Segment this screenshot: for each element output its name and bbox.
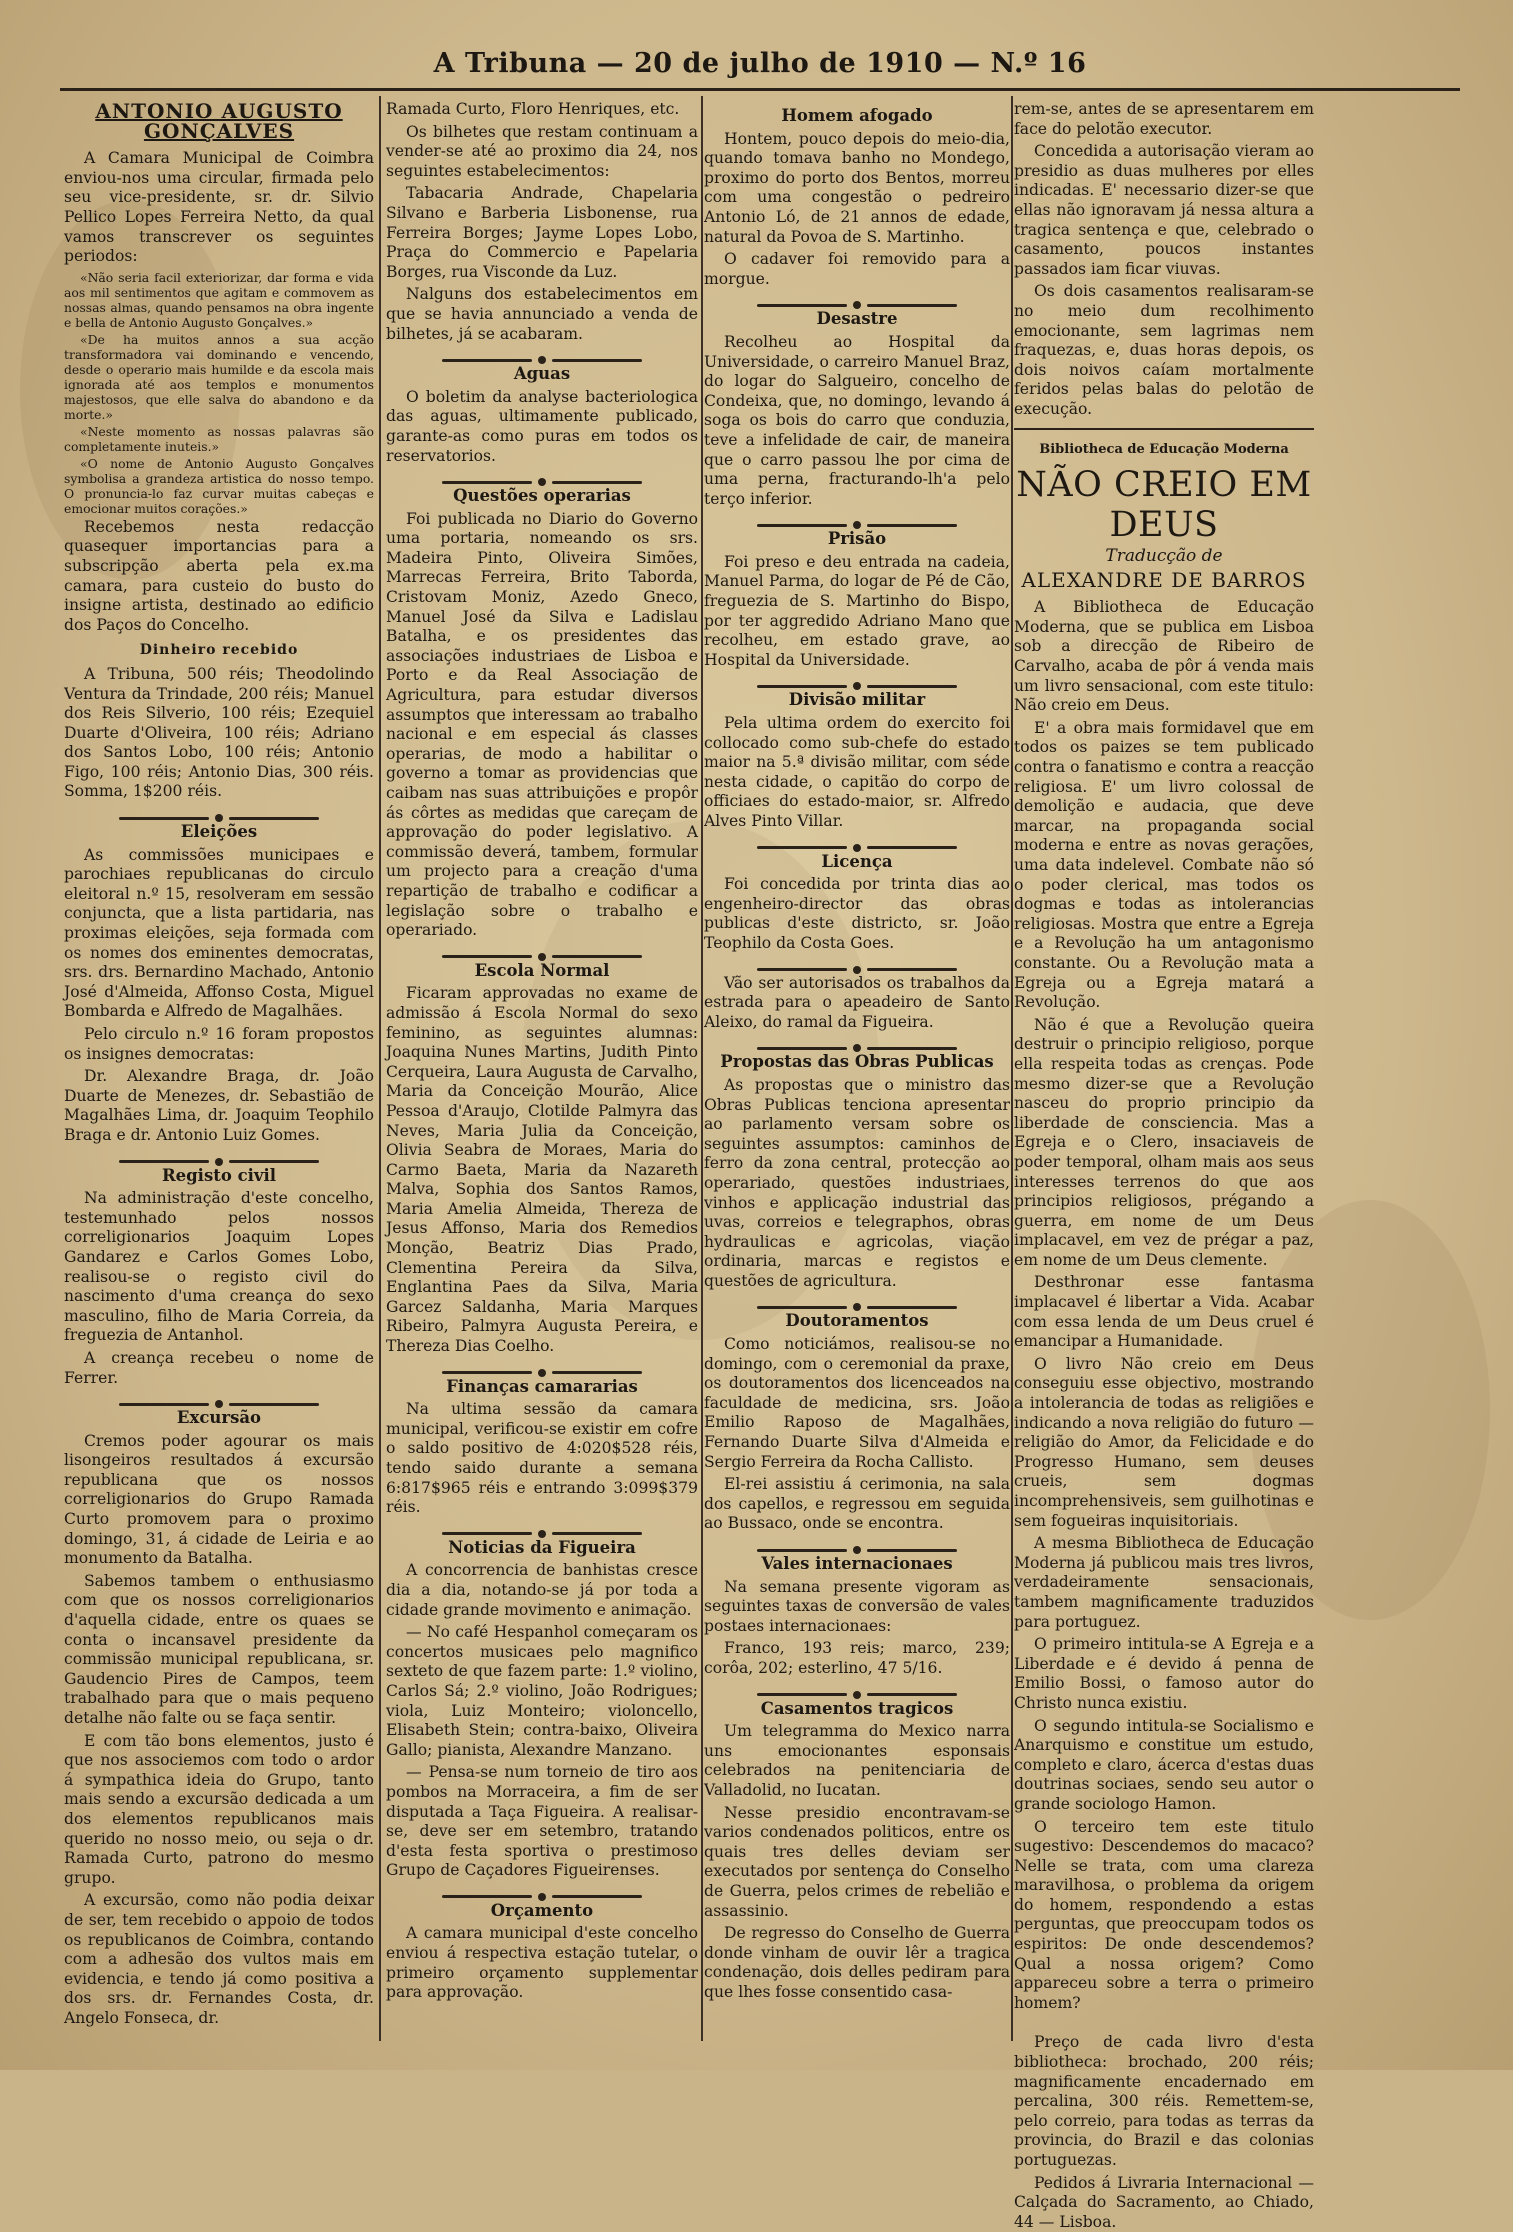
separator-ornament	[704, 838, 1010, 846]
page-header: A Tribuna — 20 de julho de 1910 — N.º 16	[433, 48, 1087, 79]
section-heading: Doutoramentos	[785, 1311, 929, 1331]
column-divider	[379, 96, 381, 2041]
book-subtitle: Traducção de	[1105, 546, 1223, 567]
article-paragraph: Hontem, pouco depois do meio-dia, quando tomava banho no Mondego, proximo do porto dos Bentos, morreu com uma congestão o pedreiro Antonio Ló, de 21 annos de edade, natural da Povoa de S. Martinho.	[704, 129, 1010, 246]
section-heading: Casamentos tragicos	[760, 1698, 954, 1718]
separator-ornament	[704, 1038, 1010, 1046]
article-paragraph: Preço de cada livro d'esta bibliotheca: brochado, 200 réis; magnificamente encadernado em percalina, 300 réis. Remettem-se, pelo correio, para todas as terras da provincia, do Brazil e das colonias portuguezas.	[1014, 2033, 1314, 2169]
separator-ornament	[1014, 2019, 1314, 2027]
article-paragraph: Recebemos nesta redacção quasequer importancias para a subscripção aberta pela ex.ma camara, para custeio do busto do insigne artista, destinado ao edificio dos Paços do Concelho.	[64, 517, 374, 634]
article-paragraph: Pelo circulo n.º 16 foram propostos os insignes democratas:	[64, 1025, 374, 1063]
article-paragraph: Não é que a Revolução queira destruir o principio religioso, porque ella respeita todas as crenças. Pode mesmo dizer-se que a Revolução nasceu do proprio principio da liberdade de consciencia. Mas a Egreja e o Clero, insaciaveis de poder temporal, olham mais aos seus interesses terrenos do que aos principios religiosos, prégando a guerra, em nome de um Deus implacavel, em vez de prégar a paz, em nome de um Deus clemente.	[1014, 1015, 1314, 1269]
article-paragraph: E com tão bons elementos, justo é que nos associemos com todo o ardor á sympathica ideia do Grupo, tanto mais sendo a excursão dedicada a um dos elementos republicanos mais querido no nosso meio, ou seja o dr. Ramada Curto, patrono do mesmo grupo.	[64, 1731, 374, 1887]
article-paragraph: — Pensa-se num torneio de tiro aos pombos na Morraceira, a fim de ser disputada a Taça Figueira. A realisar-se, deve ser em setembro, tratando d'esta festa sportiva o prestimoso Grupo de Caçadores Figueirenses.	[386, 1763, 698, 1880]
article-paragraph: Como noticiámos, realisou-se no domingo, com o ceremonial da praxe, os doutoramentos dos licenceados na faculdade de medicina, srs. João Emilio Raposo de Magalhães, Fernando Duarte Silva d'Almeida e Sergio Ferreira da Rocha Callisto.	[704, 1335, 1010, 1471]
separator-ornament	[704, 1540, 1010, 1548]
article-paragraph: A camara municipal d'este concelho enviou á respectiva estação tutelar, o primeiro orçamento supplementar para approvação.	[386, 1924, 698, 2002]
section-heading: Questões operarias	[453, 486, 631, 506]
separator-ornament	[386, 472, 698, 480]
article-paragraph: Ficaram approvadas no exame de admissão á Escola Normal do sexo feminino, as seguintes alumnas: Joaquina Nunes Martins, Judith Pinto Cerqueira, Laura Augusta de Carvalho, Maria da Conceição Mourão, Alice Pessoa d'Araujo, Clotilde Palmyra das Neves, Maria Julia da Conceição, Olivia Seabra de Moraes, Maria do Carmo Baeta, Maria da Nazareth Malva, Sophia dos Santos Ramos, Maria Amelia Almeida, Thereza de Jesus Affonso, Maria dos Remedios Monção, Beatriz Dias Prado, Clementina Pereira da Silva, Englantina Paes da Silva, Maria Garcez Saldanha, Maria Marques Ribeiro, Palmyra Augusta Pereira, e Thereza Dias Coelho.	[386, 984, 698, 1356]
article-paragraph: Concedida a autorisação vieram ao presidio as duas mulheres por elles indicadas. E' necessario dizer-se que ellas não ignoravam já nessa altura a tragica sentença e que, celebrado o casamento, poucos instantes passados iam ficar viuvas.	[1014, 142, 1314, 278]
article-paragraph: O segundo intitula-se Socialismo e Anarquismo e constitue um estudo, completo e claro, ácerca d'estas duas doutrinas sociaes, sendo seu autor o grande sociologo Hamon.	[1014, 1716, 1314, 1813]
separator-ornament	[386, 947, 698, 955]
book-author: ALEXANDRE DE BARROS	[1021, 567, 1307, 592]
article-paragraph: E' a obra mais formidavel que em todos os paizes se tem publicado contra o fanatismo e contra a reacção religiosa. E' um livro colossal de demolição e audacia, que deve marcar, na propaganda social moderna e entre as novas gerações, uma data indelevel. Combate não só o poder clerical, mas todos os dogmas e todas as intolerancias religiosas. Mostra que entre a Egreja e a Revolução ha um antagonismo constante. Ou a Revolução mata a Egreja ou a Egreja matará a Revolução.	[1014, 718, 1314, 1012]
section-rule	[1014, 428, 1314, 430]
article-paragraph: Os dois casamentos realisaram-se no meio dum recolhimento emocionante, sem lagrimas nem fraquezas, e, duas horas depois, os dois noivos caíam mortalmente feridos pelas balas do pelotão de execução.	[1014, 282, 1314, 418]
separator-ornament	[386, 1887, 698, 1895]
quote-paragraph: «Neste momento as nossas palavras são completamente inuteis.»	[64, 423, 374, 454]
separator-ornament	[386, 1363, 698, 1371]
section-heading: Registo civil	[161, 1165, 277, 1185]
section-heading: Prisão	[827, 529, 887, 549]
article-paragraph: Sabemos tambem o enthusiasmo com que os nossos correligionarios d'aquella cidade, entre os quaes se conta o incansavel presidente da commissão municipal republicana, sr. Gaudencio Pires de Campos, teem trabalhado para que o mais pequeno detalhe não falte ou se faça sentir.	[64, 1571, 374, 1727]
separator-ornament	[64, 808, 374, 816]
separator-ornament	[704, 1685, 1010, 1693]
separator-ornament	[64, 1152, 374, 1160]
book-title: NÃO CREIO EM DEUS	[1016, 465, 1312, 546]
article-paragraph: O boletim da analyse bacteriologica das aguas, ultimamente publicado, garante-as como puras em todos os reservatorios.	[386, 387, 698, 465]
separator-ornament	[64, 1394, 374, 1402]
article-paragraph: Nalguns dos estabelecimentos em que se havia annunciado a venda de bilhetes, já se acabaram.	[386, 285, 698, 343]
article-paragraph: Pedidos á Livraria Internacional — Calçada do Sacramento, ao Chiado, 44 — Lisboa.	[1014, 2173, 1314, 2231]
column-2	[386, 100, 698, 2050]
article-paragraph: A concorrencia de banhistas cresce dia a dia, notando-se já por toda a cidade grande movimento e animação.	[386, 1561, 698, 1619]
section-heading: Aguas	[513, 364, 571, 384]
section-heading: Homem afogado	[781, 106, 933, 125]
article-paragraph: De regresso do Conselho de Guerra donde vinham de ouvir lêr a tragica condenação, dois delles pediram para que lhes fosse consentido casa-	[704, 1924, 1010, 2001]
article-paragraph: Na administração d'este concelho, testemunhado pelos nossos correligionarios Joaquim Lopes Gandarez e Carlos Gomes Lobo, realisou-se o registo civil do nascimento d'uma creança do sexo masculino, filho de Maria Correia, da freguezia de Antanhol.	[64, 1189, 374, 1345]
quote-paragraph: «O nome de Antonio Augusto Gonçalves symbolisa a grandeza artistica do nosso tempo. O pronuncia-lo faz curvar muitas cabeças e emocionar muitos corações.»	[64, 455, 374, 516]
article-paragraph: Dr. Alexandre Braga, dr. João Duarte de Menezes, dr. Sebastião de Magalhães Lima, dr. Joaquim Teophilo Braga e dr. Antonio Luiz Gomes.	[64, 1067, 374, 1144]
separator-ornament	[386, 350, 698, 358]
column-3	[704, 100, 1010, 2050]
article-paragraph: Desthronar esse fantasma implacavel é libertar a Vida. Acabar com essa lenda de um Deus cruel é emancipar a Humanidade.	[1014, 1273, 1314, 1351]
article-paragraph: As propostas que o ministro das Obras Publicas tenciona apresentar ao parlamento versam sobre os seguintes assumptos: caminhos de ferro da zona central, protecção ao operariado, questões industriaes, vinhos e applicação industrial das uvas, correios e telegraphos, obras hydraulicas e agricolas, viação ordinaria, marcas e registos e questões de agricultura.	[704, 1075, 1010, 1290]
quote-paragraph: «Não seria facil exteriorizar, dar forma e vida aos mil sentimentos que agitam e commovem as nossas almas, quando pensamos na obra ingente e bella de Antonio Augusto Gonçalves.»	[64, 269, 374, 330]
article-paragraph: Um telegramma do Mexico narra uns emocionantes esponsais celebrados na penitenciaria de Valladolid, no Iucatan.	[704, 1722, 1010, 1799]
article-title: ANTONIO AUGUSTO GONÇALVES	[95, 99, 343, 143]
article-paragraph: — No café Hespanhol começaram os concertos musicaes pelo magnifico sexteto de que fazem parte: 1.º violino, Carlos Sá; 2.º violino, João Rodrigues; viola, Luiz Monteiro; violoncello, Elisabeth Stein; contra-baixo, Oliveira Gallo; pianista, Alexandre Manzano.	[386, 1623, 698, 1759]
article-paragraph: As commissões municipaes e parochiaes republicanas do circulo eleitoral n.º 15, resolveram em sessão conjuncta, que a lista partidaria, nas proximas eleições, seja formada com os nomes dos eminentes democratas, srs. drs. Bernardino Machado, Antonio José d'Almeida, Affonso Costa, Miguel Bombarda e Alfredo de Magalhães.	[64, 845, 374, 1021]
quote-paragraph: «De ha muitos annos a sua acção transformadora vai dominando e vencendo, desde o operario mais humilde e da escola mais ignorada até aos templos e monumentos majestosos, que elle salva do abandono e da morte.»	[64, 331, 374, 422]
article-paragraph: Ramada Curto, Floro Henriques, etc.	[386, 100, 680, 118]
section-heading: Dinheiro recebido	[139, 642, 299, 659]
section-heading: Vales internacionaes	[761, 1554, 953, 1573]
header-rule	[60, 88, 1460, 91]
article-paragraph: A creança recebeu o nome de Ferrer.	[64, 1348, 374, 1387]
article-paragraph: A Bibliotheca de Educação Moderna, que se publica em Lisboa sob a direcção de Ribeiro de Carvalho, acaba de pôr á venda mais um livro sensacional, com este titulo: Não creio em Deus.	[1014, 598, 1314, 715]
separator-ornament	[386, 1524, 698, 1532]
separator-ornament	[704, 515, 1010, 523]
section-heading: Licença	[821, 851, 893, 871]
article-paragraph: A mesma Bibliotheca de Educação Moderna já publicou mais tres livros, verdadeiramente sensacionais, tambem magnificamente traduzidos para portuguez.	[1014, 1534, 1314, 1631]
article-paragraph: Tabacaria Andrade, Chapelaria Silvano e Barberia Lisbonense, rua Ferreira Borges; Jayme Lopes Lobo, Praça do Commercio e Papelaria Borges, rua Visconde da Luz.	[386, 184, 698, 281]
article-paragraph: A excursão, como não podia deixar de ser, tem recebido o appoio de todos os republicanos de Coimbra, contando com a adhesão dos vultos mais em evidencia, e tendo já como positiva a dos srs. dr. Fernandes Costa, dr. Angelo Fonseca, dr.	[64, 1891, 374, 2027]
section-heading: Escola Normal	[474, 960, 610, 980]
column-1	[64, 100, 374, 2050]
section-heading: Divisão militar	[788, 690, 926, 710]
article-paragraph: Foi concedida por trinta dias ao engenheiro-director das obras publicas d'este districto, sr. João Teophilo da Costa Goes.	[704, 875, 1010, 952]
section-heading: Orçamento	[490, 1900, 594, 1920]
section-heading: Excursão	[176, 1408, 262, 1428]
section-heading: Eleições	[180, 822, 258, 842]
article-paragraph: rem-se, antes de se apresentarem em face do pelotão executor.	[1014, 100, 1314, 138]
article-paragraph: Foi preso e deu entrada na cadeia, Manuel Parma, do logar de Pé de Cão, freguezia de S. Martinho do Bispo, por ter aggredido Adriano Mano que recolheu, em estado grave, ao Hospital da Universidade.	[704, 552, 1010, 669]
series-name: Bibliotheca de Educação Moderna	[1039, 441, 1289, 457]
article-paragraph: O cadaver foi removido para a morgue.	[704, 250, 1010, 288]
column-4	[1014, 100, 1314, 2231]
column-divider	[701, 96, 703, 2041]
article-paragraph: El-rei assistiu á cerimonia, na sala dos capellos, e regressou em seguida ao Bussaco, onde se encontra.	[704, 1475, 1010, 1533]
column-divider	[1011, 96, 1013, 2041]
separator-ornament	[704, 960, 1010, 968]
separator-ornament	[704, 676, 1010, 684]
article-paragraph: Franco, 193 reis; marco, 239; corôa, 202; esterlino, 47 5/16.	[704, 1639, 1010, 1677]
article-paragraph: O terceiro tem este titulo sugestivo: Descendemos do macaco? Nelle se trata, com uma clareza maravilhosa, o problema da origem do homem, respondendo a estas perguntas, que preoccupam todos os espiritos: De onde descendemos? Qual a nossa origem? Como appareceu sobre a terra o primeiro homem?	[1014, 1817, 1314, 2012]
article-paragraph: Na semana presente vigoram as seguintes taxas de conversão de vales postaes internacionaes:	[704, 1577, 1010, 1635]
article-paragraph: Cremos poder agourar os mais lisongeiros resultados á excursão republicana que os nossos correligionarios do Grupo Ramada Curto promovem para o proximo domingo, 31, á cidade de Leiria e ao monumento da Batalha.	[64, 1431, 374, 1568]
article-paragraph: Vão ser autorisados os trabalhos da estrada para o apeadeiro de Santo Aleixo, do ramal da Figueira.	[704, 973, 1010, 1031]
section-heading: Noticias da Figueira	[448, 1537, 636, 1557]
article-paragraph: Os bilhetes que restam continuam a vender-se até ao proximo dia 24, nos seguintes estabelecimentos:	[386, 122, 698, 180]
article-paragraph: O primeiro intitula-se A Egreja e a Liberdade e é devido á penna de Emilio Bossi, o famoso autor do Christo nunca existiu.	[1014, 1635, 1314, 1712]
article-paragraph: Nesse presidio encontravam-se varios condenados politicos, entre os quais tres delles deviam ser executados por sentença do Conselho de Guerra, pelos crimes de rebelião e assassinio.	[704, 1803, 1010, 1920]
article-paragraph: A Camara Municipal de Coimbra enviou-nos uma circular, firmada pelo seu vice-presidente, sr. dr. Silvio Pellico Lopes Ferreira Netto, da qual vamos transcrever os seguintes periodos:	[64, 149, 374, 266]
article-paragraph: Recolheu ao Hospital da Universidade, o carreiro Manuel Braz, do logar do Salgueiro, concelho de Condeixa, que, no domingo, levando á soga os bois do carro que conduzia, teve a infelidade de cair, de maneira que o carro passou lhe por cima de uma perna, fracturando-lh'a pelo terço inferior.	[704, 332, 1010, 508]
article-paragraph: Na ultima sessão da camara municipal, verificou-se existir em cofre o saldo positivo de 4:020$528 réis, tendo saido durante a semana 6:817$965 réis e entrando 3:099$379 réis.	[386, 1400, 698, 1517]
article-paragraph: Pela ultima ordem do exercito foi collocado como sub-chefe do estado maior na 5.ª divisão militar, com séde nesta cidade, o capitão do corpo de officiaes do estado-maior, sr. Alfredo Alves Pinto Villar.	[704, 714, 1010, 830]
section-heading: Finanças camararias	[446, 1376, 638, 1396]
section-heading: Propostas das Obras Publicas	[720, 1052, 994, 1072]
separator-ornament	[704, 1297, 1010, 1305]
article-paragraph: Foi publicada no Diario do Governo uma portaria, nomeando os srs. Madeira Pinto, Oliveira Simões, Marrecas Ferreira, Brito Taborda, Cristovam Moniz, Azedo Gneco, Manuel José da Silva e Ladislau Batalha, e os presidentes das associações industriaes de Lisboa e Porto e da Real Associação de Agricultura, para estudar diversos assumptos que interessam ao trabalho nacional e em especial ás classes operarias, de modo a habilitar o governo a tomar as providencias que caibam nas suas attribuições e propôr ás côrtes as medidas que careçam de approvação do poder legislativo. A commissão deverá, tambem, formular um projecto para a creação d'uma repartição de trabalho e codificar a legislação sobre o trabalho e operariado.	[386, 509, 698, 940]
section-heading: Desastre	[816, 309, 898, 329]
separator-ornament	[704, 295, 1010, 303]
article-paragraph: A Tribuna, 500 réis; Theodolindo Ventura da Trindade, 200 réis; Manuel dos Reis Silverio, 100 réis; Ezequiel Duarte d'Oliveira, 100 réis; Adriano dos Santos Lobo, 100 réis; Antonio Figo, 100 réis; Antonio Dias, 300 réis. Somma, 1$200 réis.	[64, 664, 374, 801]
article-paragraph: O livro Não creio em Deus conseguiu esse objectivo, mostrando a intolerancia de todas as religiões e indicando a nova religião do futuro — religião do Amor, da Felicidade e do Progresso Humano, sem deuses crueis, sem dogmas incomprehensiveis, sem guilhotinas e sem fogueiras inquisitoriais.	[1014, 1354, 1314, 1530]
